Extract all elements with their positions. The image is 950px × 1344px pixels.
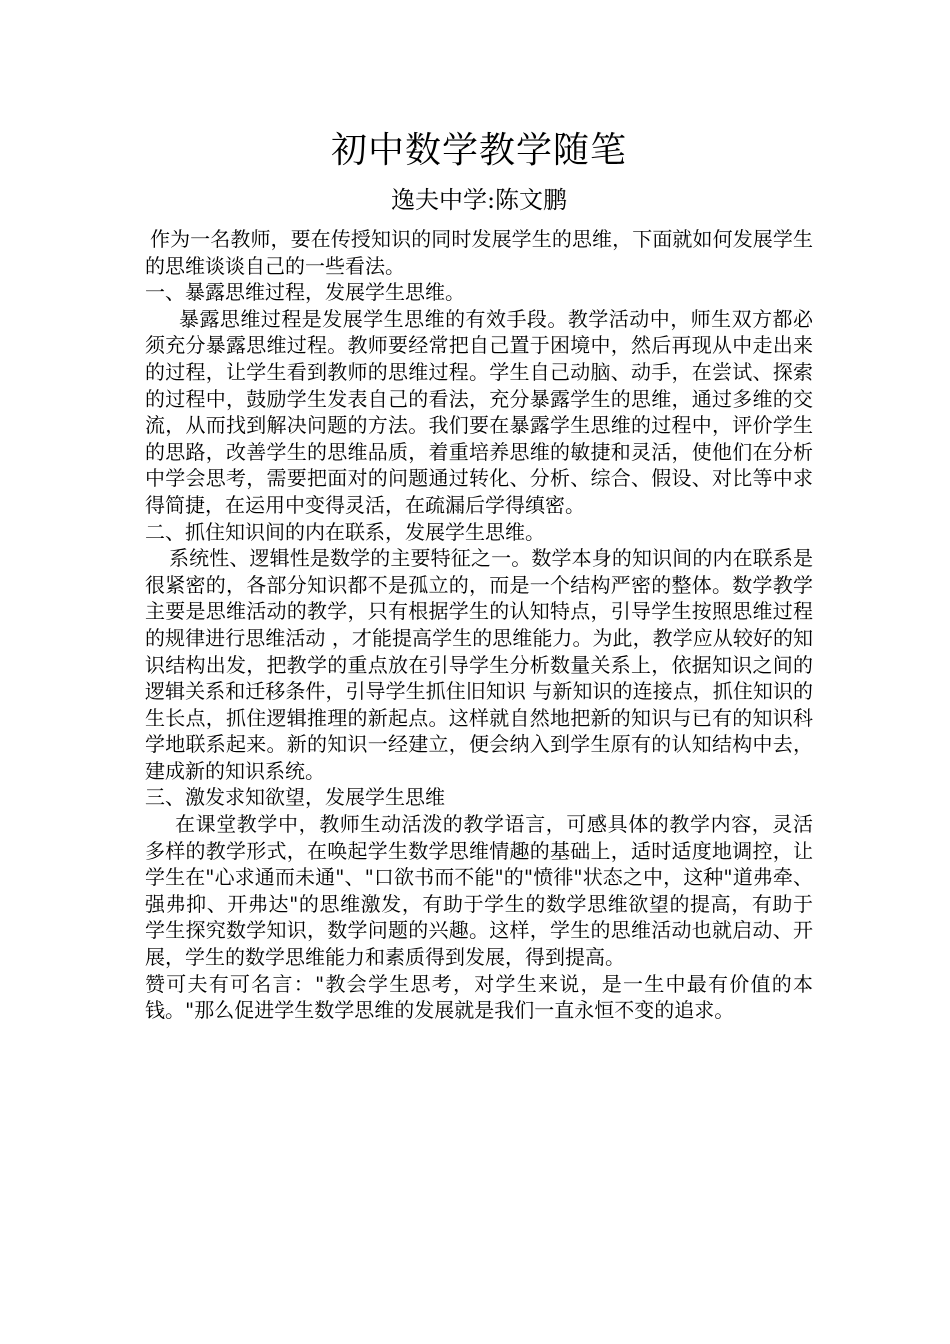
document-body [145, 226, 813, 1024]
closing-paragraph: 赞可夫有可名言："教会学生思考，对学生来说，是一生中最有价值的本钱。"那么促进学生数学思维的发展就是我们一直永恒不变的追求。 [145, 971, 813, 1023]
section-1-paragraph: 暴露思维过程是发展学生思维的有效手段。教学活动中，师生双方都必须充分暴露思维过程。教师要经常把自己置于困境中，然后再现从中走出来的过程，让学生看到教师的思维过程。学生自己动脑、动手，在尝试、探索的过程中，鼓励学生发表自己的看法，充分暴露学生的思维，通过多维的交流，从而找到解决问题的方法。我们要在暴露学生思维的过程中，评价学生的思路，改善学生的思维品质，着重培养思维的敏捷和灵活，使他们在分析中学会思考，需要把面对的问题通过转化、分析、综合、假设、对比等中求得简捷，在运用中变得灵活，在疏漏后学得缜密。 [145, 306, 813, 517]
section-heading-3: 三、激发求知欲望，发展学生思维 [145, 785, 445, 810]
section-heading-1: 一、暴露思维过程，发展学生思维。 [145, 280, 465, 305]
document-author: 逸夫中学:陈文鹏 [390, 186, 568, 214]
document-page [145, 128, 813, 1024]
document-title: 初中数学教学随笔 [330, 130, 627, 171]
section-3-paragraph: 在课堂教学中，教师生动活泼的教学语言，可感具体的教学内容，灵活多样的教学形式，在唤起学生数学思维情趣的基础上，适时适度地调控，让学生在"心求通而未通"、"口欲书而不能"的"愤徘"状态之中，这种"道弗牵、强弗抑、开弗达"的思维激发，有助于学生的数学思维欲望的提高，有助于学生探究数学知识，数学问题的兴趣。这样，学生的思维活动也就启动、开展，学生的数学思维能力和素质得到发展，得到提高。 [145, 812, 813, 970]
section-2-paragraph: 系统性、逻辑性是数学的主要特征之一。数学本身的知识间的内在联系是很紧密的，各部分知识都不是孤立的，而是一个结构严密的整体。数学教学主要是思维活动的教学，只有根据学生的认知特点，引导学生按照思维过程的规律进行思维活动 ，才能提高学生的思维能力。为此，教学应从较好的知识结构出发，把教学的重点放在引导学生分析数量关系上，依据知识之间的逻辑关系和迁移条件，引导学生抓住旧知识 与新知识的连接点，抓住知识的生长点，抓住逻辑推理的新起点。这样就自然地把新的知识与已有的知识科学地联系起来。新的知识一经建立，便会纳入到学生原有的认知结构中去，建成新的知识系统。 [145, 546, 813, 783]
intro-paragraph: 作为一名教师，要在传授知识的同时发展学生的思维，下面就如何发展学生的思维谈谈自己的一些看法。 [145, 227, 813, 278]
section-heading-2: 二、抓住知识间的内在联系，发展学生思维。 [145, 519, 545, 544]
